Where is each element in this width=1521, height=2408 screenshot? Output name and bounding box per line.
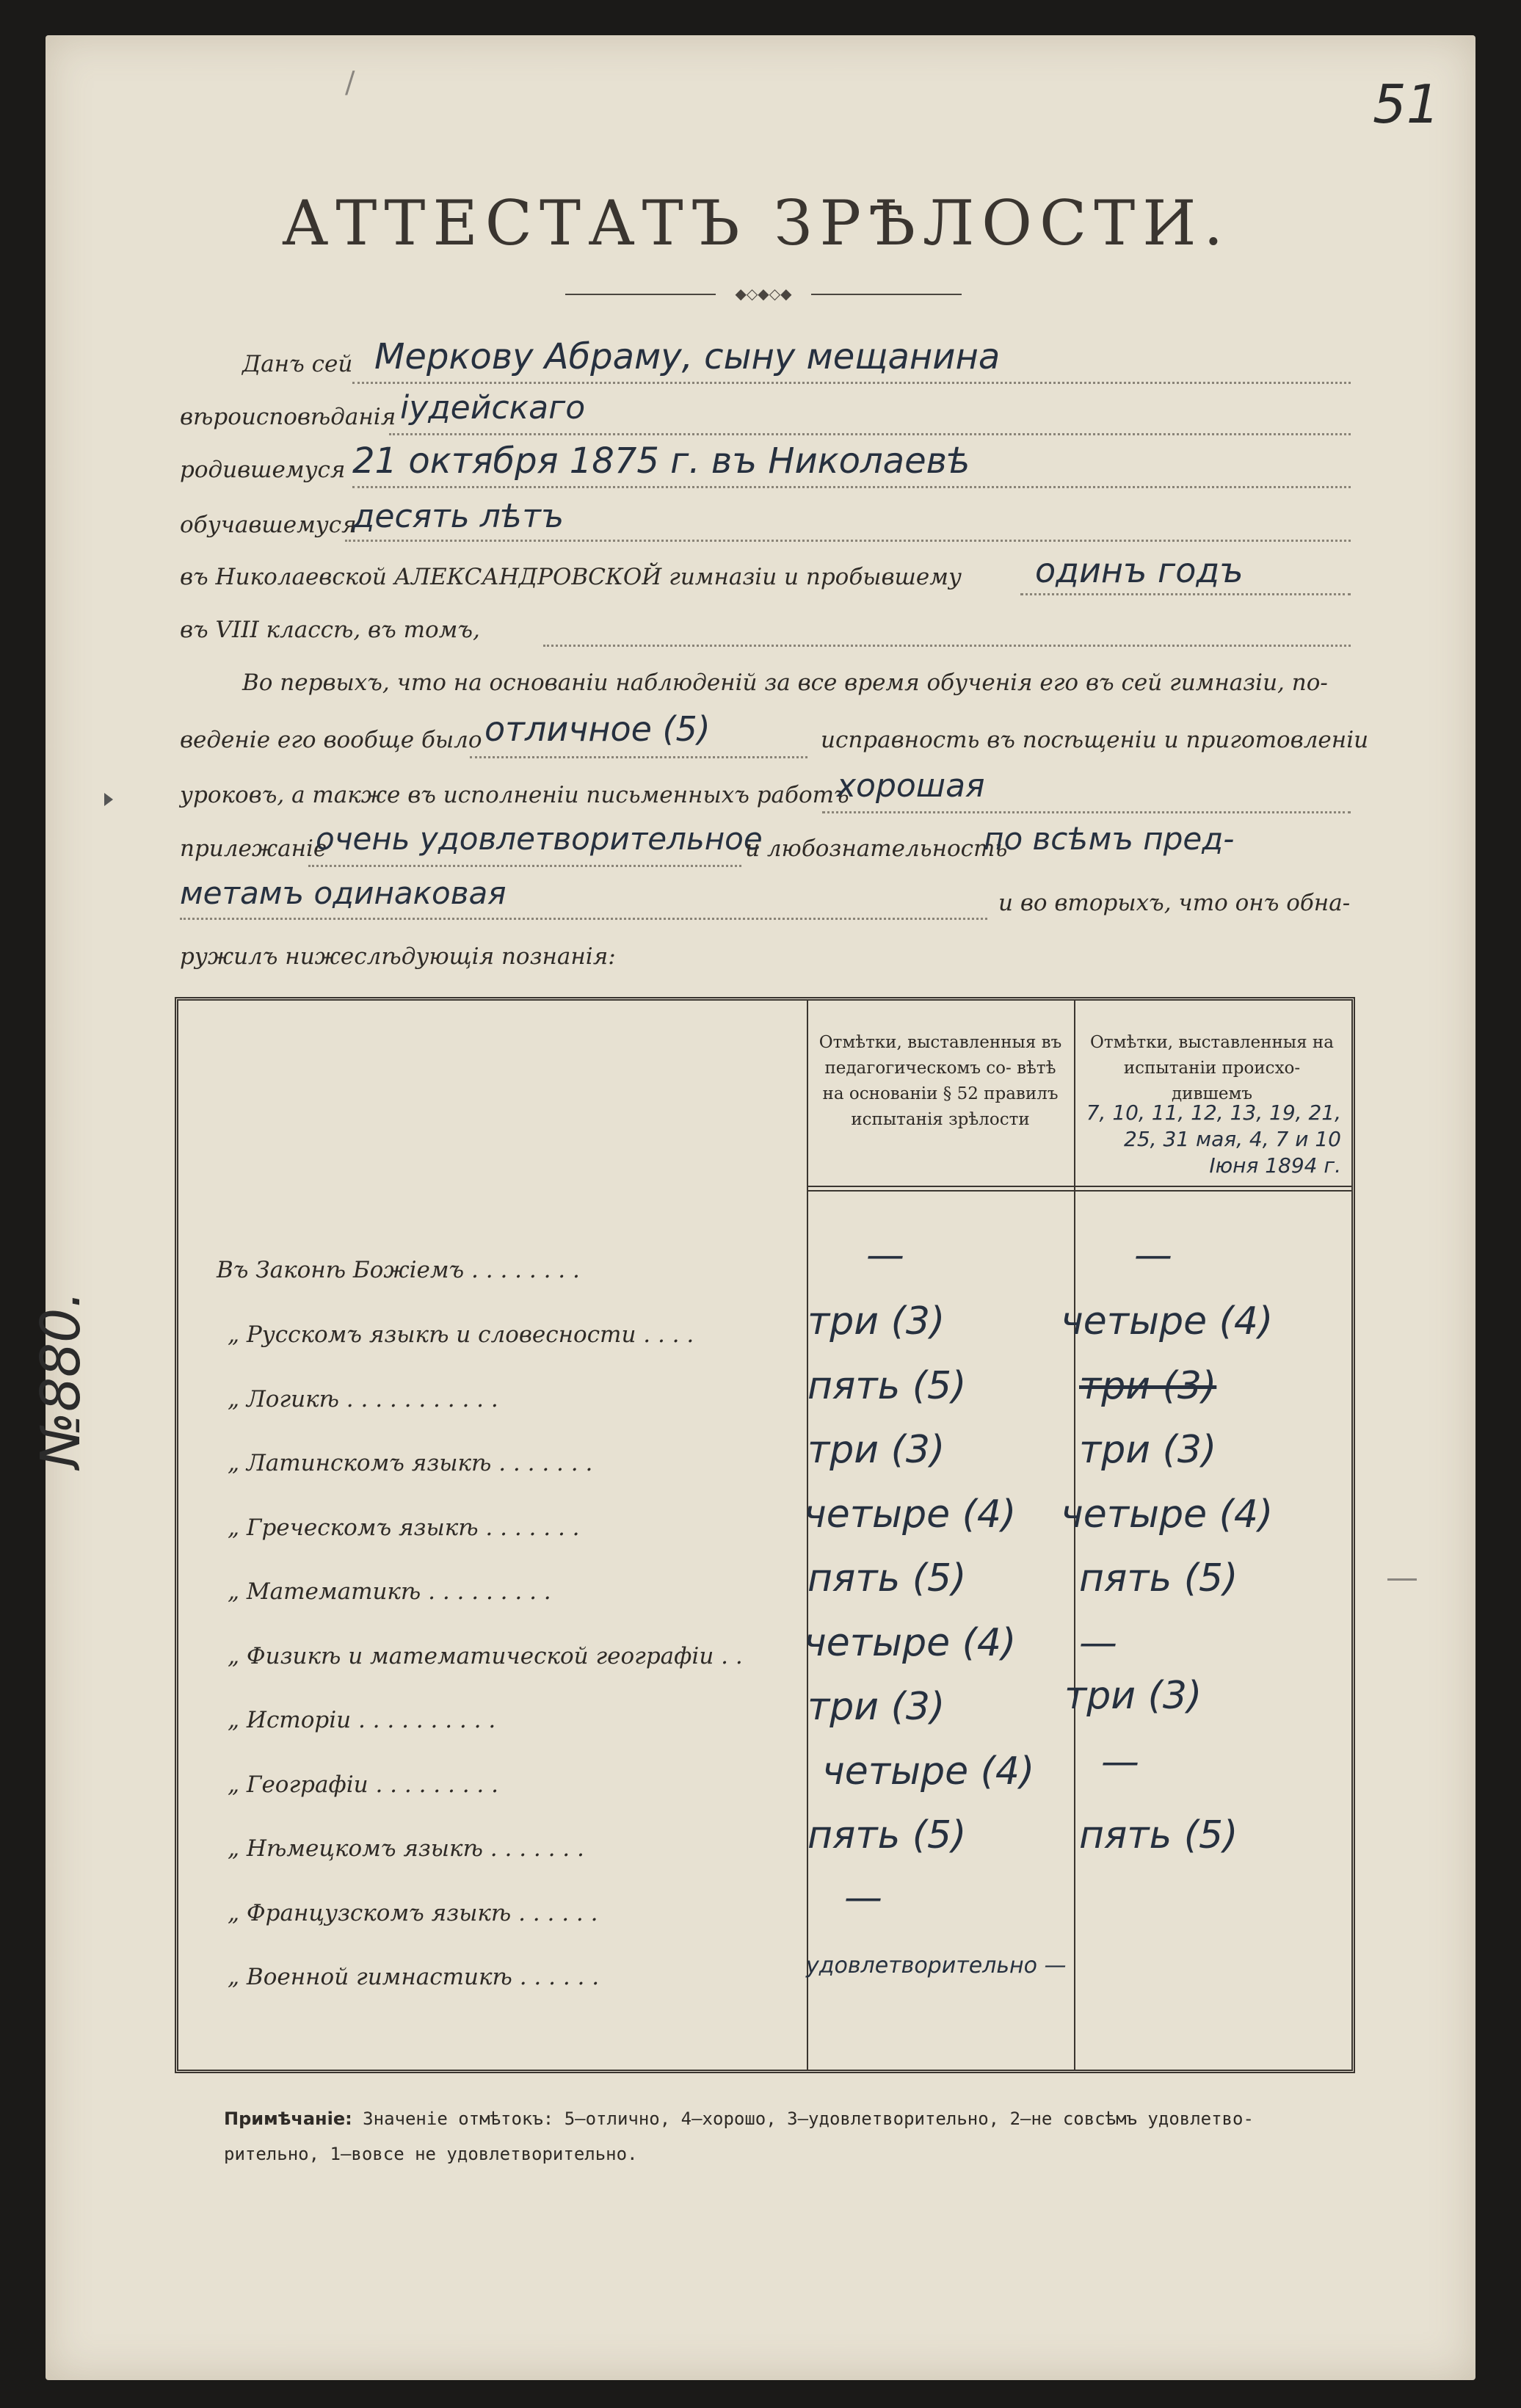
- field-dots: [822, 811, 1351, 813]
- field-dots: [1020, 593, 1351, 595]
- table-row-council: пять (5): [807, 1813, 967, 1857]
- paragraph-line-2b: исправность въ посѣщеніи и приготовленіи: [821, 727, 1369, 753]
- table-row-council: четыре (4): [804, 1621, 1017, 1665]
- field-dots: [352, 382, 1351, 384]
- table-row-exam: три (3): [1079, 1428, 1217, 1472]
- field-label-name: Данъ сей: [242, 351, 353, 377]
- paragraph-line-5b: и во вторыхъ, что онъ обна-: [998, 890, 1351, 916]
- table-row-council: четыре (4): [804, 1493, 1017, 1537]
- table-row-subject: „ Латинскомъ языкѣ . . . . . . .: [228, 1450, 593, 1476]
- table-row-exam: —: [1101, 1740, 1139, 1784]
- paragraph-line-2a: веденіе его вообще было: [180, 727, 482, 753]
- header-rule: [807, 1190, 1351, 1192]
- field-label-class: въ VIII классѣ, въ томъ,: [180, 617, 480, 643]
- table-row-subject: „ Математикѣ . . . . . . . . .: [228, 1578, 551, 1605]
- folio-number: 51: [1373, 73, 1440, 135]
- curiosity-grade: по всѣмъ пред-: [984, 821, 1235, 857]
- title-ornament: ◆◇◆◇◆: [716, 285, 811, 302]
- margin-inventory-number: №880.: [29, 1291, 92, 1468]
- table-row-council: —: [866, 1233, 904, 1277]
- table-row-exam: три (3): [1064, 1674, 1202, 1718]
- table-row-council: пять (5): [807, 1556, 967, 1600]
- field-dots: [543, 645, 1351, 647]
- field-dots: [308, 865, 741, 867]
- col-header-exam: Отмѣтки, выставленныя на испытаніи происхо- дившемъ: [1090, 1033, 1334, 1103]
- field-dots: [352, 486, 1351, 488]
- field-label-born: родившемуся: [180, 457, 346, 483]
- table-row-council: три (3): [807, 1685, 945, 1729]
- footnote-text-2: рительно, 1—вовсе не удовлетворительно.: [224, 2144, 638, 2164]
- pencil-mark: /: [345, 66, 355, 100]
- header-rule: [807, 1186, 1351, 1187]
- table-row-exam: —: [1134, 1233, 1172, 1277]
- table-row-subject: „ Логикѣ . . . . . . . . . . .: [228, 1386, 498, 1412]
- field-hw-years: одинъ годъ: [1035, 551, 1244, 590]
- table-row-exam: пять (5): [1079, 1556, 1238, 1600]
- paragraph-line-4b: и любознательность: [745, 835, 1008, 862]
- curiosity-grade-cont: метамъ одинаковая: [180, 875, 507, 911]
- field-dots: [470, 756, 807, 758]
- pencil-dash: [1387, 1578, 1417, 1581]
- col-header-exam-dates: 7, 10, 11, 12, 13, 19, 21, 25, 31 мая, 4, 7 и 10 Іюня 1894 г.: [1086, 1100, 1341, 1178]
- table-row-subject: Въ Законѣ Божіемъ . . . . . . . .: [217, 1257, 580, 1283]
- field-hw-religion: іудейскаго: [400, 389, 586, 427]
- footnote-label: Примѣчаніе:: [224, 2108, 352, 2129]
- table-row-council: четыре (4): [822, 1749, 1035, 1794]
- document-title: АТТЕСТАТЪ ЗРѢЛОСТИ.: [281, 187, 1231, 259]
- col-header-council: Отмѣтки, выставленныя въ педагогическомъ со- вѣтѣ на основаніи § 52 правилъ испытанія зрѣлости: [818, 1033, 1062, 1129]
- field-label-religion: вѣроисповѣданія: [180, 404, 396, 430]
- table-row-subject: „ Военной гимнастикѣ . . . . . .: [228, 1964, 600, 1990]
- diligence-grade: очень удовлетворительное: [316, 821, 763, 857]
- paragraph-line-1: Во первыхъ, что на основаніи наблюденій за все время обученія его въ сей гимназіи, по-: [242, 670, 1328, 696]
- paragraph-line-3a: уроковъ, а также въ исполненіи письменныхъ работъ: [180, 782, 849, 808]
- footnote: [224, 2101, 1362, 2172]
- table-row-exam: четыре (4): [1061, 1493, 1274, 1537]
- field-label-studied: обучавшемуся: [180, 512, 357, 538]
- table-row-subject: „ Исторіи . . . . . . . . . .: [228, 1707, 496, 1733]
- table-row-subject: „ Русскомъ языкѣ и словесности . . . .: [228, 1321, 694, 1348]
- field-hw-name: Меркову Абраму, сыну мещанина: [374, 336, 1001, 377]
- table-row-exam: пять (5): [1079, 1813, 1238, 1857]
- table-row-council: три (3): [807, 1428, 945, 1472]
- table-row-subject: „ Греческомъ языкѣ . . . . . . .: [228, 1515, 580, 1541]
- table-row-exam: —: [1079, 1621, 1117, 1665]
- table-row-exam: четыре (4): [1061, 1299, 1274, 1343]
- field-label-gymnasium: въ Николаевской АЛЕКСАНДРОВСКОЙ гимназіи и пробывшему: [180, 564, 962, 590]
- field-dots: [389, 433, 1351, 435]
- field-hw-born: 21 октября 1875 г. въ Николаевѣ: [352, 440, 971, 482]
- margin-marker: [104, 793, 113, 806]
- field-dots: [180, 918, 987, 920]
- table-row-council: пять (5): [807, 1364, 967, 1408]
- table-row-subject: „ Нѣмецкомъ языкѣ . . . . . . .: [228, 1835, 584, 1862]
- paragraph-line-6: ружилъ нижеслѣдующія познанія:: [180, 943, 616, 970]
- field-hw-studied: десять лѣтъ: [352, 498, 565, 535]
- field-dots: [345, 540, 1351, 542]
- footnote-text-1: Значеніе отмѣтокъ: 5—отлично, 4—хорошо, 3—удовлетворительно, 2—не совсѣмъ удовлетво-: [363, 2108, 1254, 2129]
- paragraph-line-4a: прилежаніе: [180, 835, 327, 862]
- table-row-council: три (3): [807, 1299, 945, 1343]
- table-row-council: удовлетворительно —: [806, 1953, 1067, 1979]
- table-row-subject: „ Физикѣ и математической географіи . .: [228, 1643, 743, 1669]
- table-row-subject: „ Французскомъ языкѣ . . . . . .: [228, 1900, 598, 1926]
- written-work-grade: хорошая: [837, 767, 985, 805]
- table-row-exam: три (3): [1079, 1364, 1217, 1408]
- table-row-council: —: [844, 1876, 882, 1920]
- table-row-subject: „ Географіи . . . . . . . . .: [228, 1771, 498, 1798]
- conduct-grade: отличное (5): [484, 709, 711, 749]
